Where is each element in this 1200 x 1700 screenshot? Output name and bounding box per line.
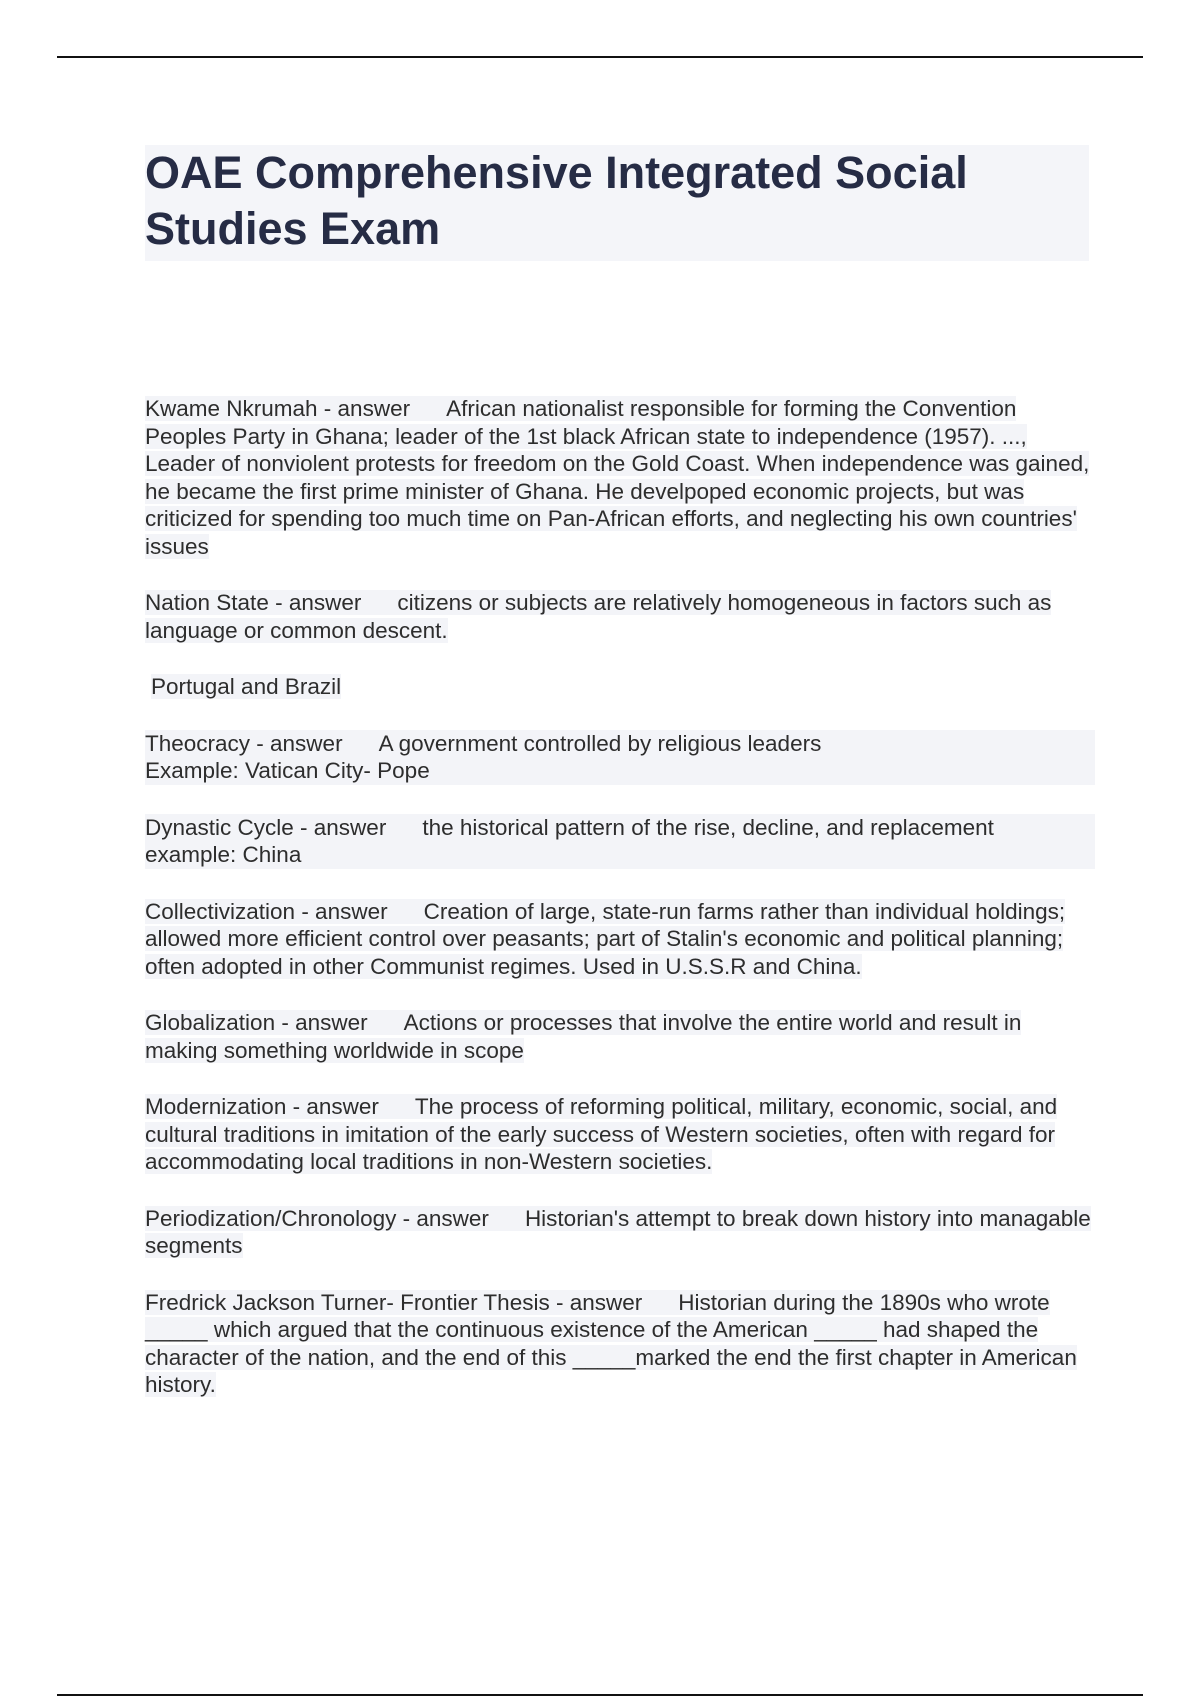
entry-term: Theocracy - answer [145, 730, 343, 756]
flashcard-entry [145, 1009, 1095, 1064]
flashcard-entry [145, 1289, 1095, 1399]
entry-note: Portugal and Brazil [151, 674, 342, 699]
entry-extra: Example: Vatican City- Pope [145, 757, 1095, 785]
document-title: OAE Comprehensive Integrated Social Studies Exam [145, 147, 968, 254]
entry-definition: Creation of large, state-run farms rather than individual holdings; allowed more efficient control over peasants; part of Stalin's economic and political planning; often adopted in other Communist regimes. Used in U.S.S.R and China. [145, 898, 1066, 979]
flashcard-list [145, 395, 1095, 1428]
flashcard-entry [145, 814, 1095, 869]
entry-definition: Actions or processes that involve the entire world and result in making something worldwide in scope [145, 1010, 1022, 1063]
entry-term: Dynastic Cycle - answer [145, 814, 387, 840]
entry-definition: A government controlled by religious leaders [378, 730, 822, 756]
entry-definition: The process of reforming political, military, economic, social, and cultural traditions in imitation of the early success of Western societies, often with regard for accommodating local traditions in non-Western societies. [145, 1094, 1058, 1174]
title-block [145, 145, 1089, 261]
flashcard-entry [145, 395, 1095, 560]
entry-definition: the historical pattern of the rise, decline, and replacement [422, 814, 994, 840]
entry-definition: Historian's attempt to break down history into managable segments [145, 1205, 1091, 1258]
entry-definition: citizens or subjects are relatively homogeneous in factors such as language or common descent. [145, 590, 1052, 643]
flashcard-entry [145, 1205, 1095, 1260]
bottom-rule [57, 1694, 1143, 1696]
entry-term: Periodization/Chronology - answer [145, 1205, 489, 1231]
flashcard-note [145, 673, 1095, 701]
entry-extra: example: China [145, 841, 1095, 869]
entry-term: Collectivization - answer [145, 898, 388, 924]
entry-term: Fredrick Jackson Turner- Frontier Thesis - answer [145, 1289, 643, 1315]
flashcard-entry [145, 589, 1095, 644]
flashcard-entry [145, 730, 1095, 785]
entry-term: Globalization - answer [145, 1010, 368, 1035]
top-rule [57, 56, 1143, 58]
entry-definition: African nationalist responsible for forming the Convention Peoples Party in Ghana; leader of the 1st black African state to independence (1957). ..., Leader of nonviolent protests for freedom on the Gold Coast. When independence was gained, he became the first prime minister of Ghana. He develpoped economic projects, but was criticized for spending too much time on Pan-African efforts, and neglecting his own countries' issues [145, 396, 1090, 559]
flashcard-entry [145, 898, 1095, 981]
entry-term: Modernization - answer [145, 1094, 379, 1119]
entry-definition: Historian during the 1890s who wrote _____ which argued that the continuous existence of the American _____ had shaped the character of the nation, and the end of this _____marked the end the first chapter in American history. [145, 1289, 1077, 1397]
flashcard-entry [145, 1093, 1095, 1176]
entry-term: Nation State - answer [145, 590, 362, 615]
entry-term: Kwame Nkrumah - answer [145, 396, 411, 421]
